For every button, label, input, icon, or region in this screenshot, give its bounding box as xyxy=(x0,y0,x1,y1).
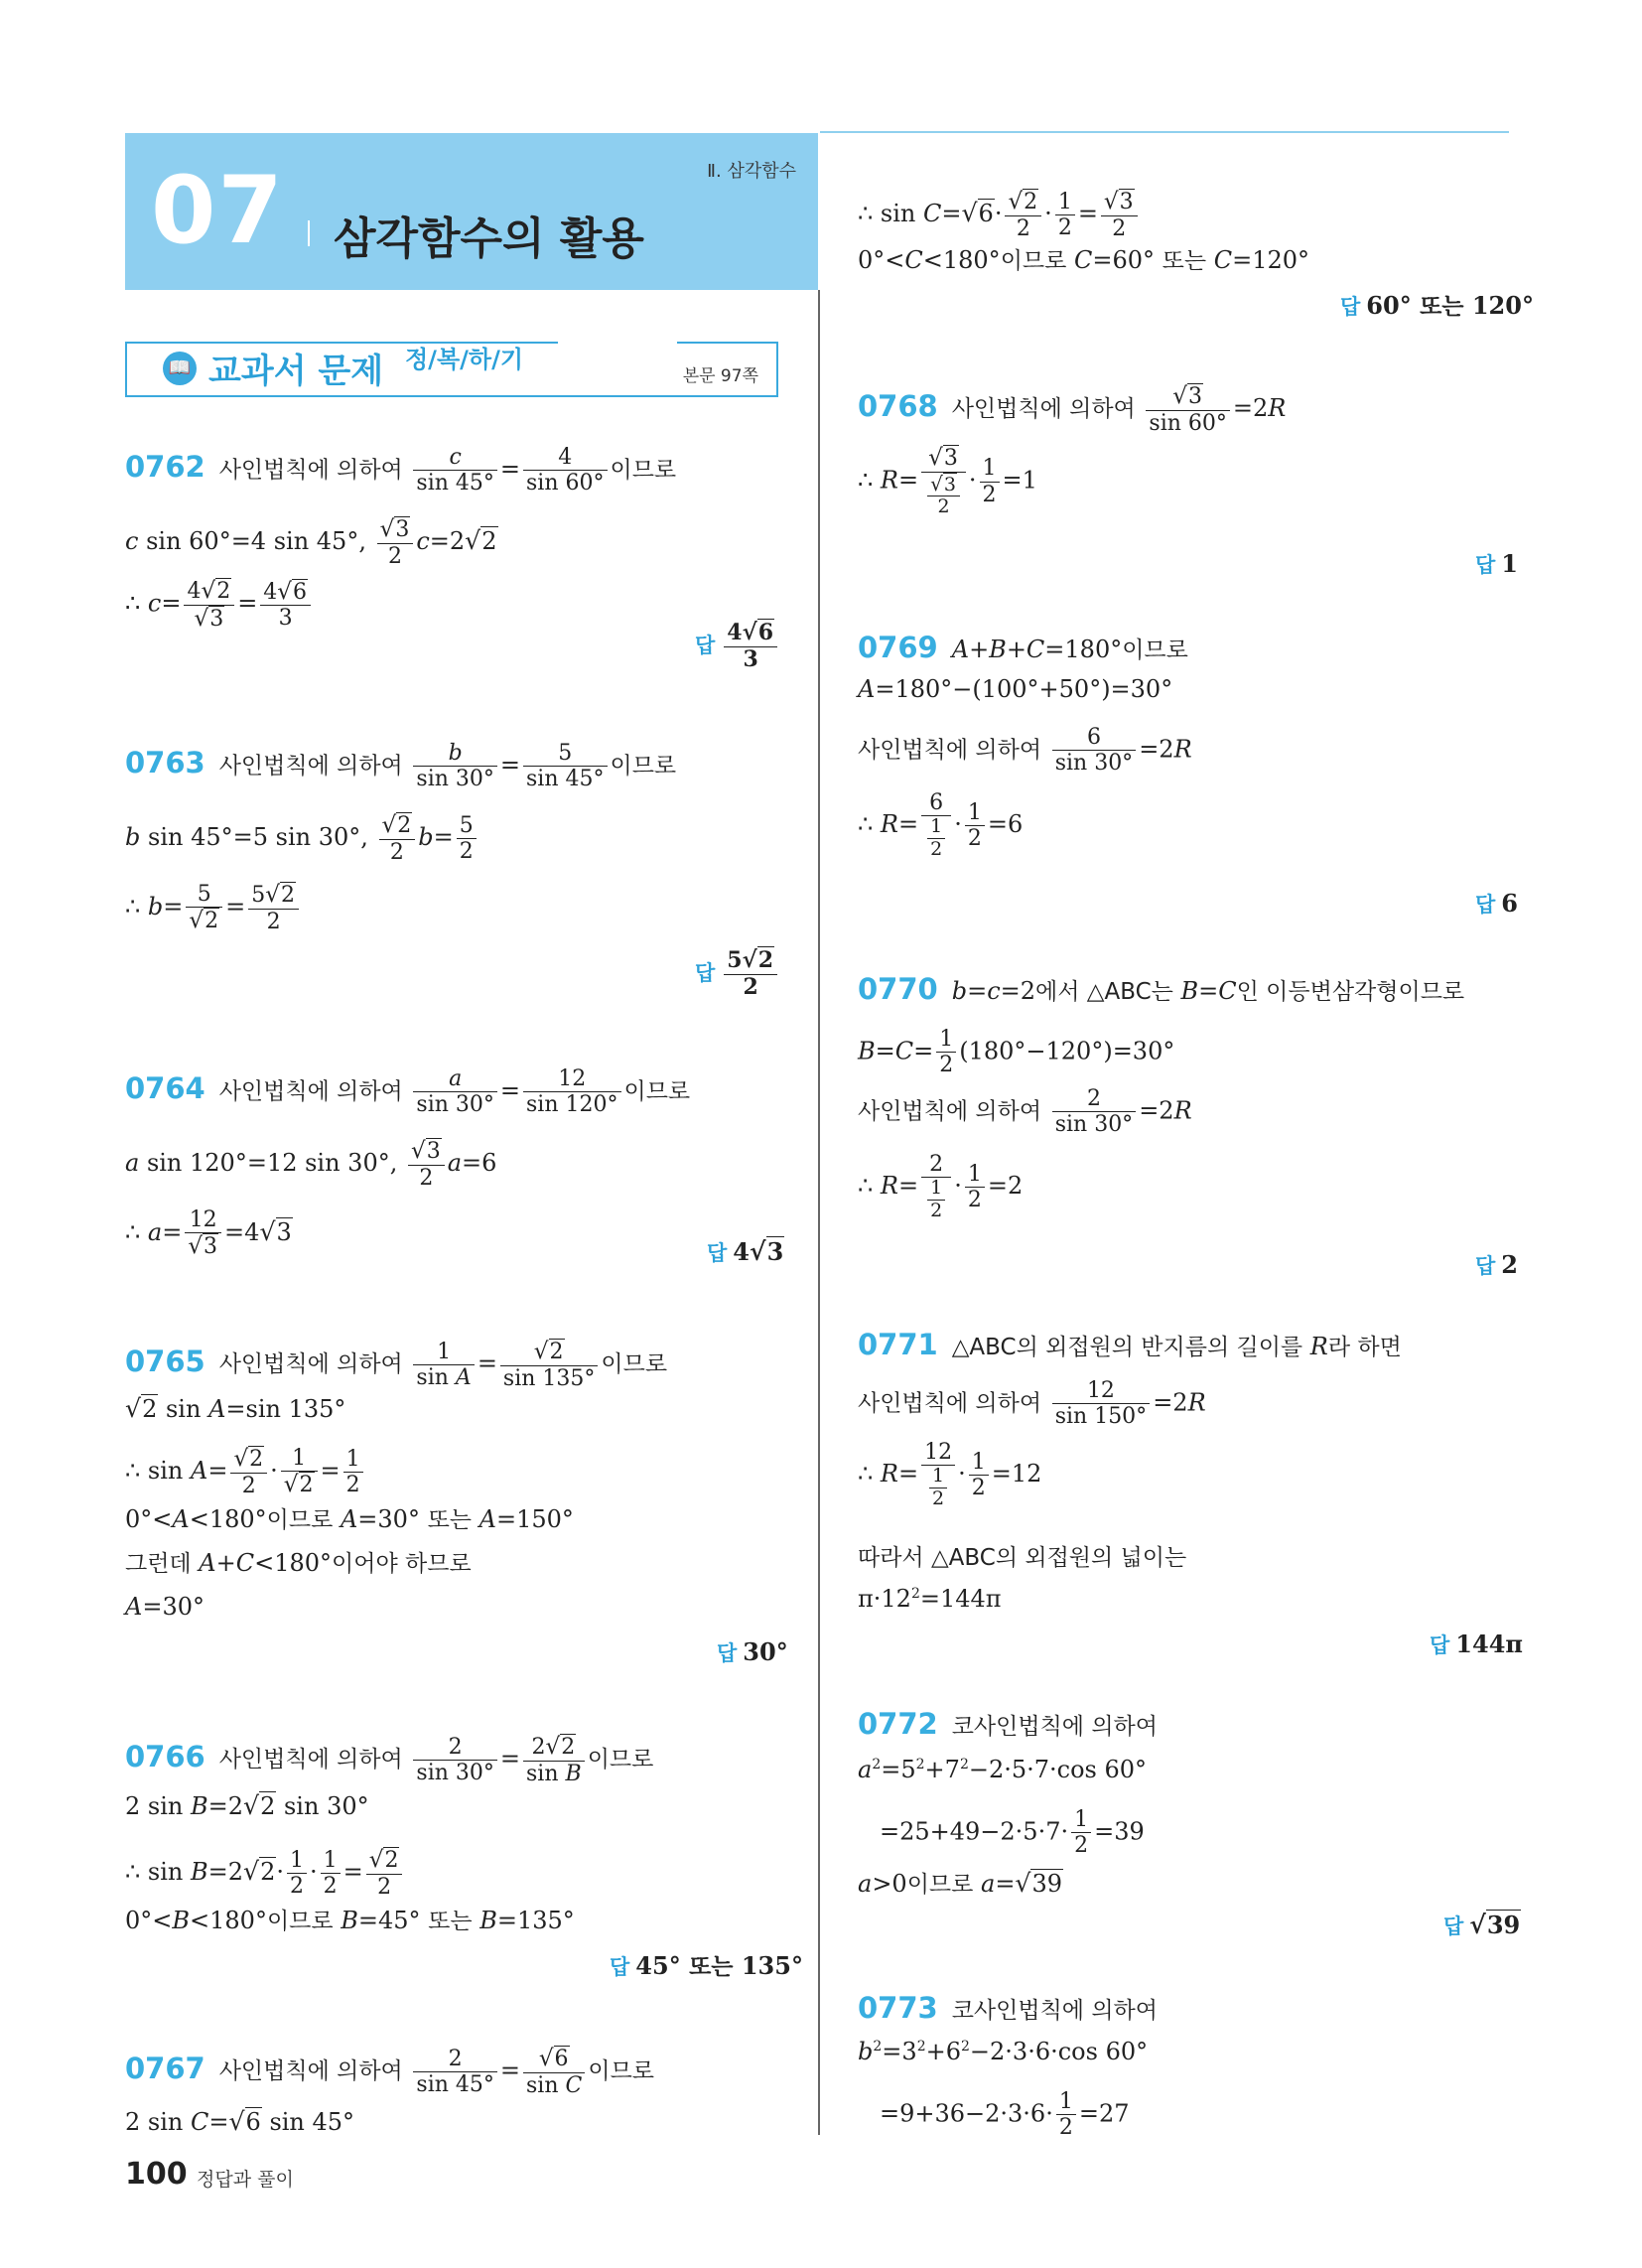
problem-lead-text: 사인법칙에 의하여 xyxy=(951,395,1136,422)
problem-0765-line3: ∴ sin A= $\frac{√2}{2}$ · $\frac{1}{√2}$ = $\frac{1}{2}$ xyxy=(125,1446,366,1498)
problem-0772-line4: a>0이므로 a=√39 xyxy=(858,1869,1063,1898)
problem-0772-line2: $a^2=5^2+7^2-2\cdot 5\cdot 7\cdot\cos$ 60° xyxy=(858,1756,1148,1783)
problem-number: 0767 xyxy=(125,2051,205,2085)
problem-0767-line4: 0°<C<180°이므로 C=60° 또는 C=120° xyxy=(858,246,1310,274)
ttonun-text: 또는 xyxy=(1162,248,1207,274)
problem-number: 0764 xyxy=(125,1071,205,1106)
problem-lead-text: 코사인법칙에 의하여 xyxy=(951,1998,1158,2024)
iminro-text: 이므로 xyxy=(588,2057,655,2084)
problem-number: 0772 xyxy=(858,1707,938,1741)
problem-0763-line3: ∴ b= $\frac{5}{√2}$ = $\frac{5√2}{2}$ xyxy=(125,882,302,934)
answer-label: 답 xyxy=(1475,893,1496,917)
answer-0765: 답 30° xyxy=(717,1637,788,1666)
problem-0771-line3: ∴ R= $\frac{12}{\frac{1}{2}}$ · $\frac{1}{2}$ =12 xyxy=(858,1440,1042,1510)
problem-number: 0770 xyxy=(858,972,938,1006)
footer-label: 정답과 풀이 xyxy=(197,2169,294,2191)
problem-lead-text: 사인법칙에 의하여 xyxy=(218,2057,403,2084)
problem-0764-line3: ∴ a= $\frac{12}{√3}$ =4√3 xyxy=(125,1207,292,1260)
problem-lead-text: 사인법칙에 의하여 xyxy=(858,1390,1042,1417)
answer-0772: 답 √39 xyxy=(1443,1910,1521,1939)
answer-0764: 답 4√3 xyxy=(707,1236,784,1266)
problem-number: 0765 xyxy=(125,1344,205,1378)
problem-number: 0768 xyxy=(858,388,938,423)
iminro-text: 이므로 xyxy=(906,1872,974,1898)
problem-lead-text: 사인법칙에 의하여 xyxy=(218,753,403,780)
problem-0773-line1 xyxy=(858,1991,1158,2025)
chapter-header xyxy=(125,133,818,290)
iminro-text: 이므로 xyxy=(1000,248,1067,274)
problem-text: 따라서 △ABC의 외접원의 넓이는 xyxy=(858,1545,1187,1571)
problem-0766-line2: 2 sin B=2√2 sin 30° xyxy=(125,1791,369,1820)
answer-label: 답 xyxy=(1430,1633,1450,1657)
answer-label: 답 xyxy=(1475,553,1496,577)
problem-text: 라 하면 xyxy=(1327,1335,1402,1360)
problem-0768-line2: ∴ R= $\frac{√3}{\frac{√3}{2}}$ · $\frac{1}{2}$ =1 xyxy=(858,445,1037,518)
book-icon: 📖 xyxy=(163,352,197,385)
problem-lead-text: 사인법칙에 의하여 xyxy=(858,737,1042,764)
problem-0767-line2: 2 sin C=√6 sin 45° xyxy=(125,2107,355,2136)
problem-0770-line3: 사인법칙에 의하여 $\frac{2}{\sin 30^\circ}$ =2R xyxy=(858,1086,1192,1138)
chapter-category: Ⅱ. 삼각함수 xyxy=(707,161,796,182)
problem-0762-line1: 0762 사인법칙에 의하여 $\frac{c}{\sin 45^\circ}$ = $\frac{4}{\sin 60^\circ}$ 이므로 xyxy=(125,445,677,496)
problem-0765-line1: 0765 사인법칙에 의하여 $\frac{1}{\text{sin A}}$ = $\frac{√2}{\sin 135^\circ}$ 이므로 xyxy=(125,1339,668,1391)
problem-0766-line1: 0766 사인법칙에 의하여 $\frac{2}{\sin 30^\circ}$ = $\frac{2√2}{\text{sin B}}$ 이므로 xyxy=(125,1734,654,1786)
problem-0769-line2: A=180°−(100°+50°)=30° xyxy=(858,675,1173,703)
iminro-text: 이므로 xyxy=(601,1350,668,1377)
problem-0766-line4: 0°<B<180°이므로 B=45° 또는 B=135° xyxy=(125,1907,575,1934)
problem-lead-text: 사인법칙에 의하여 xyxy=(218,1350,403,1377)
problem-number: 0769 xyxy=(858,631,938,664)
problem-0769-line3: 사인법칙에 의하여 $\frac{6}{\sin 30^\circ}$ =2R xyxy=(858,725,1192,777)
problem-text: 인 이등변삼각형이므로 xyxy=(1236,979,1465,1005)
problem-0762-line3: ∴ c= $\frac{4√2}{√3}$ = $\frac{4√6}{3}$ xyxy=(125,578,314,632)
problem-0768-line1: 0768 사인법칙에 의하여 $\frac{√3}{\sin 60^\circ}$ =2R xyxy=(858,383,1287,436)
section-heading-box xyxy=(125,342,778,397)
iminro-text: 이므로 xyxy=(266,1507,334,1533)
answer-label: 답 xyxy=(610,1955,630,1979)
problem-lead-text: 사인법칙에 의하여 xyxy=(218,1746,403,1772)
problem-0764-line2: a sin 120°=12 sin 30°, $\frac{√3}{2}$ a=6 xyxy=(125,1138,497,1191)
problem-number: 0763 xyxy=(125,746,205,780)
iminro-text: 이므로 xyxy=(610,753,677,780)
problem-0773-line3: =9+36−2·3·6· $\frac{1}{2}$ =27 xyxy=(880,2089,1130,2141)
problem-0770-line4: ∴ R= $\frac{2}{\frac{1}{2}}$ · $\frac{1}{2}$ =2 xyxy=(858,1152,1024,1222)
answer-label: 답 xyxy=(1340,295,1361,319)
answer-0767: 답 60° 또는 120° xyxy=(1340,291,1534,320)
ttonun-text: 또는 xyxy=(1420,294,1464,320)
answer-label: 답 xyxy=(717,1641,738,1665)
column-divider xyxy=(818,290,820,2135)
problem-0769-line4: ∴ R= $\frac{6}{\frac{1}{2}}$ · $\frac{1}{2}$ =6 xyxy=(858,790,1024,861)
answer-label: 답 xyxy=(695,633,716,657)
problem-0773-line2: $b^2=3^2+6^2-2\cdot 3\cdot 6\cdot\cos$ 60° xyxy=(858,2038,1149,2065)
problem-0772-line3: =25+49−2·5·7· $\frac{1}{2}$ =39 xyxy=(880,1807,1145,1859)
problem-0769-line1: 0769 A+B+C=180°이므로 xyxy=(858,631,1188,664)
problem-0765-line2: √2 sin A=sin 135° xyxy=(125,1394,346,1423)
answer-0771: 답 144π xyxy=(1430,1630,1523,1658)
problem-lead-text: 사인법칙에 의하여 xyxy=(218,1078,403,1105)
answer-label: 답 xyxy=(1475,1254,1496,1278)
problem-lead-text: 사인법칙에 의하여 xyxy=(218,457,403,484)
geurende-text: 그런데 xyxy=(125,1551,192,1577)
ttonun-text: 또는 xyxy=(689,1954,734,1980)
problem-0765-line6: A=30° xyxy=(125,1593,205,1621)
iminro-text: 이므로 xyxy=(1122,638,1188,663)
header-top-rule xyxy=(820,131,1509,133)
problem-number: 0771 xyxy=(858,1328,938,1361)
problem-0766-line3: ∴ sin B=2√2· $\frac{1}{2}$ · $\frac{1}{2}$ = $\frac{√2}{2}$ xyxy=(125,1847,405,1900)
answer-0762: 답 $\frac{4√6}{3}$ xyxy=(695,620,780,672)
page-reference: 본문 97쪽 xyxy=(682,366,758,386)
problem-0762-line2: c sin 60°=4 sin 45°, $\frac{√3}{2}$ c=2√2 xyxy=(125,516,497,569)
problem-0765-line4: 0°<A<180°이므로 A=30° 또는 A=150° xyxy=(125,1505,574,1533)
iminro-text: 이므로 xyxy=(623,1078,691,1105)
problem-0771-line1: 0771 △ABC의 외접원의 반지름의 길이를 R라 하면 xyxy=(858,1328,1402,1361)
answer-0766: 답 45° 또는 135° xyxy=(610,1951,803,1980)
problem-0771-line4 xyxy=(858,1545,1186,1570)
iminro-text: 이므로 xyxy=(610,457,677,484)
problem-number: 0766 xyxy=(125,1739,205,1773)
chapter-number: 07 xyxy=(151,157,285,265)
answer-label: 답 xyxy=(707,1241,728,1265)
page-number: 100 xyxy=(125,2157,188,2192)
problem-lead-text: 코사인법칙에 의하여 xyxy=(951,1714,1158,1740)
problem-0764-line1: 0764 사인법칙에 의하여 $\frac{a}{\sin 30^\circ}$ = $\frac{12}{\sin 120^\circ}$ 이므로 xyxy=(125,1066,691,1118)
problem-lead-text: 사인법칙에 의하여 xyxy=(858,1098,1042,1125)
problem-0771-line5: $\pi\cdot 12^2=144\pi$ xyxy=(858,1585,1002,1613)
problem-0771-line2: 사인법칙에 의하여 $\frac{12}{\sin 150^\circ}$ =2R xyxy=(858,1378,1206,1430)
section-title: 교과서 문제 xyxy=(208,352,384,391)
problem-number: 0773 xyxy=(858,1991,938,2025)
problem-0770-line2: B=C= $\frac{1}{2}$ (180°−120°)=30° xyxy=(858,1027,1175,1078)
answer-0770: 답 2 xyxy=(1475,1250,1518,1279)
chapter-separator xyxy=(308,220,310,246)
section-subtitle: 정/복/하/기 xyxy=(405,346,524,373)
answer-0768: 답 1 xyxy=(1475,549,1518,578)
problem-text: 에서 △ABC는 xyxy=(1035,979,1173,1005)
problem-0767-line3: ∴ sin C=√6· $\frac{√2}{2}$ · $\frac{1}{2}$ = $\frac{√3}{2}$ xyxy=(858,189,1141,241)
problem-0770-line1: 0770 b=c=2에서 △ABC는 B=C인 이등변삼각형이므로 xyxy=(858,972,1465,1006)
problem-0765-line5: 그런데 A+C<180°이어야 하므로 xyxy=(125,1549,472,1577)
problem-0763-line1: 0763 사인법칙에 의하여 $\frac{b}{\sin 30^\circ}$ = $\frac{5}{\sin 45^\circ}$ 이므로 xyxy=(125,741,677,792)
problem-text: △ABC의 외접원의 반지름의 길이를 xyxy=(951,1335,1303,1360)
ieoya-text: 이어야 하므로 xyxy=(332,1551,472,1577)
answer-label: 답 xyxy=(1443,1914,1464,1938)
ttonun-text: 또는 xyxy=(427,1507,473,1533)
iminro-text: 이므로 xyxy=(587,1746,654,1772)
chapter-title: 삼각함수의 활용 xyxy=(334,213,644,264)
problem-number: 0762 xyxy=(125,450,205,485)
ttonun-text: 또는 xyxy=(428,1909,473,1934)
problem-0767-line1: 0767 사인법칙에 의하여 $\frac{2}{\sin 45^\circ}$ = $\frac{√6}{\text{sin C}}$ 이므로 xyxy=(125,2046,655,2098)
problem-0772-line1 xyxy=(858,1707,1158,1741)
iminro-text: 이므로 xyxy=(266,1909,334,1934)
answer-0769: 답 6 xyxy=(1475,889,1518,918)
answer-label: 답 xyxy=(695,960,716,985)
answer-0763: 답 $\frac{5√2}{2}$ xyxy=(695,947,780,1000)
problem-0763-line2: b sin 45°=5 sin 30°, $\frac{√2}{2}$ b= $\frac{5}{2}$ xyxy=(125,812,479,865)
